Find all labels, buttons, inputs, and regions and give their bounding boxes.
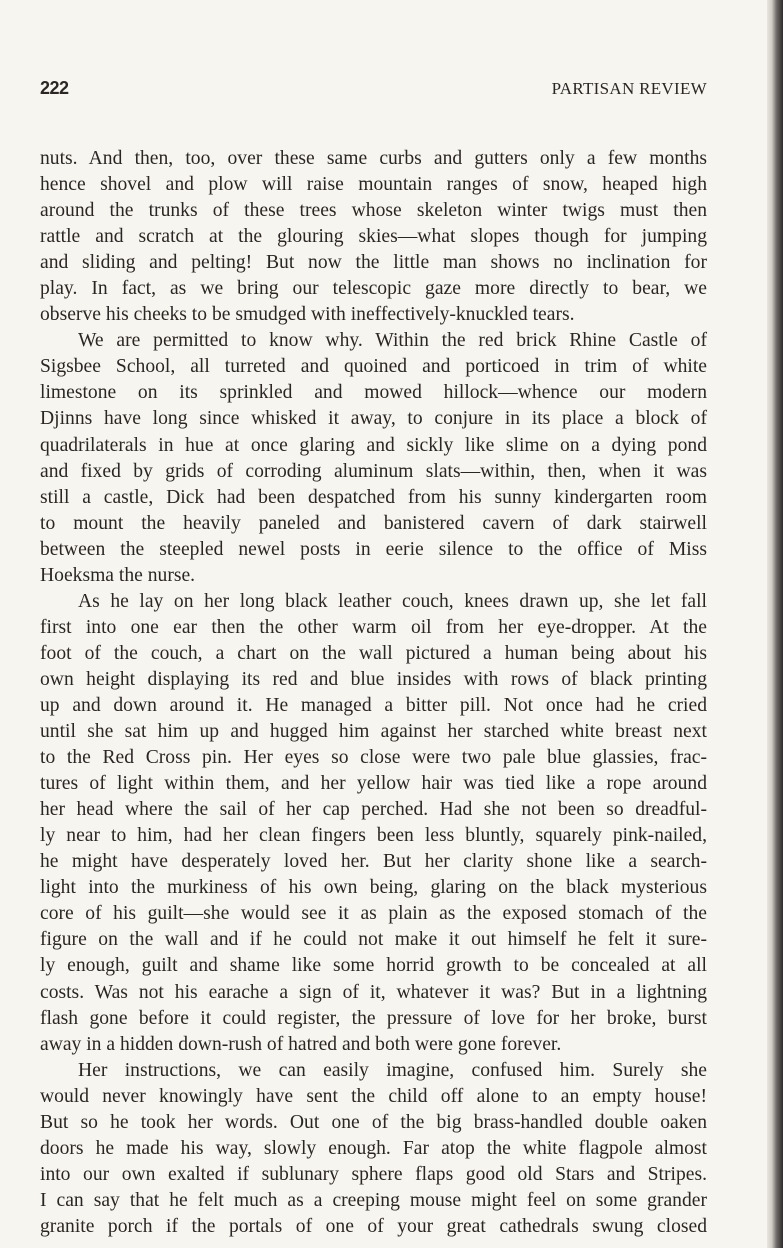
text-line: But so he took her words. Out one of the big brass-handled double oaken (40, 1111, 707, 1133)
paragraph (40, 589, 707, 1058)
text-line: Sigsbee School, all turreted and quoined and porticoed in trim of white (40, 356, 707, 378)
page-number: 222 (40, 78, 69, 98)
text-line: ly enough, guilt and shame like some horrid growth to be concealed at all (40, 955, 707, 977)
paragraph (40, 146, 707, 328)
text-line: around the trunks of these trees whose skeleton winter twigs must then (40, 200, 707, 222)
paragraph (40, 1058, 707, 1240)
text-line: nuts. And then, too, over these same curbs and gutters only a few months (40, 148, 707, 169)
text-line: to the Red Cross pin. Her eyes so close were two pale blue glassies, frac- (40, 747, 707, 769)
text-line: foot of the couch, a chart on the wall pictured a human being about his (40, 642, 707, 664)
text-line: rattle and scratch at the glouring skies—what slopes though for jumping (40, 226, 707, 248)
text-line: and sliding and pelting! But now the little man shows no inclination for (40, 252, 707, 274)
text-line: doors he made his way, slowly enough. Far atop the white flagpole almost (40, 1137, 707, 1159)
text-line: still a castle, Dick had been despatched from his sunny kindergarten room (40, 486, 707, 508)
text-line: figure on the wall and if he could not make it out himself he felt it sure- (40, 929, 707, 951)
page-binding-edge (767, 0, 783, 1248)
text-line: costs. Was not his earache a sign of it, whatever it was? But in a lightning (40, 981, 707, 1003)
text-line: Hoeksma the nurse. (40, 564, 196, 586)
text-line: first into one ear then the other warm oil from her eye-dropper. At the (40, 616, 707, 638)
body-text (40, 146, 707, 1240)
text-line: between the steepled newel posts in eerie silence to the office of Miss (40, 538, 707, 560)
text-line: away in a hidden down-rush of hatred and both were gone forever. (40, 1033, 562, 1055)
text-line: would never knowingly have sent the child off alone to an empty house! (40, 1085, 707, 1107)
text-line: core of his guilt—she would see it as plain as the exposed stomach of the (40, 903, 707, 925)
text-line: hence shovel and plow will raise mountain ranges of snow, heaped high (40, 174, 707, 196)
text-line: light into the murkiness of his own being, glaring on the black mysterious (40, 877, 707, 899)
text-line: granite porch if the portals of one of your great cathedrals swung closed (40, 1215, 707, 1237)
text-line: until she sat him up and hugged him against her starched white breast next (40, 721, 707, 743)
paragraph (40, 328, 707, 588)
text-line: quadrilaterals in hue at once glaring and sickly like slime on a dying pond (40, 434, 707, 456)
text-line: ly near to him, had her clean fingers been less bluntly, squarely pink-nailed, (40, 825, 707, 847)
text-line: own height displaying its red and blue insides with rows of black printing (40, 668, 707, 690)
text-line: Djinns have long since whisked it away, to conjure in its place a block of (40, 408, 707, 430)
text-line: play. In fact, as we bring our telescopic gaze more directly to bear, we (40, 278, 707, 300)
text-line: her head where the sail of her cap perched. Had she not been so dreadful- (40, 799, 707, 821)
text-line: into our own exalted if sublunary sphere flaps good old Stars and Stripes. (40, 1163, 707, 1185)
text-line: up and down around it. He managed a bitter pill. Not once had he cried (40, 694, 707, 716)
text-line: flash gone before it could register, the pressure of love for her broke, burst (40, 1007, 707, 1029)
text-line: I can say that he felt much as a creeping mouse might feel on some grander (40, 1189, 707, 1211)
text-line: to mount the heavily paneled and banistered cavern of dark stairwell (40, 512, 707, 534)
text-line: tures of light within them, and her yellow hair was tied like a rope around (40, 773, 707, 795)
text-line: he might have desperately loved her. But her clarity shone like a search- (40, 851, 707, 873)
page-header (40, 78, 707, 104)
running-head: PARTISAN REVIEW (551, 79, 707, 98)
text-line: limestone on its sprinkled and mowed hillock—whence our modern (40, 382, 707, 404)
text-line: observe his cheeks to be smudged with ineffectively-knuckled tears. (40, 304, 575, 326)
text-line: We are permitted to know why. Within the red brick Rhine Castle of (78, 330, 707, 352)
text-line: Her instructions, we can easily imagine, confused him. Surely she (78, 1059, 707, 1081)
text-line: and fixed by grids of corroding aluminum slats—within, then, when it was (40, 460, 707, 482)
text-line: As he lay on her long black leather couch, knees drawn up, she let fall (78, 590, 707, 612)
